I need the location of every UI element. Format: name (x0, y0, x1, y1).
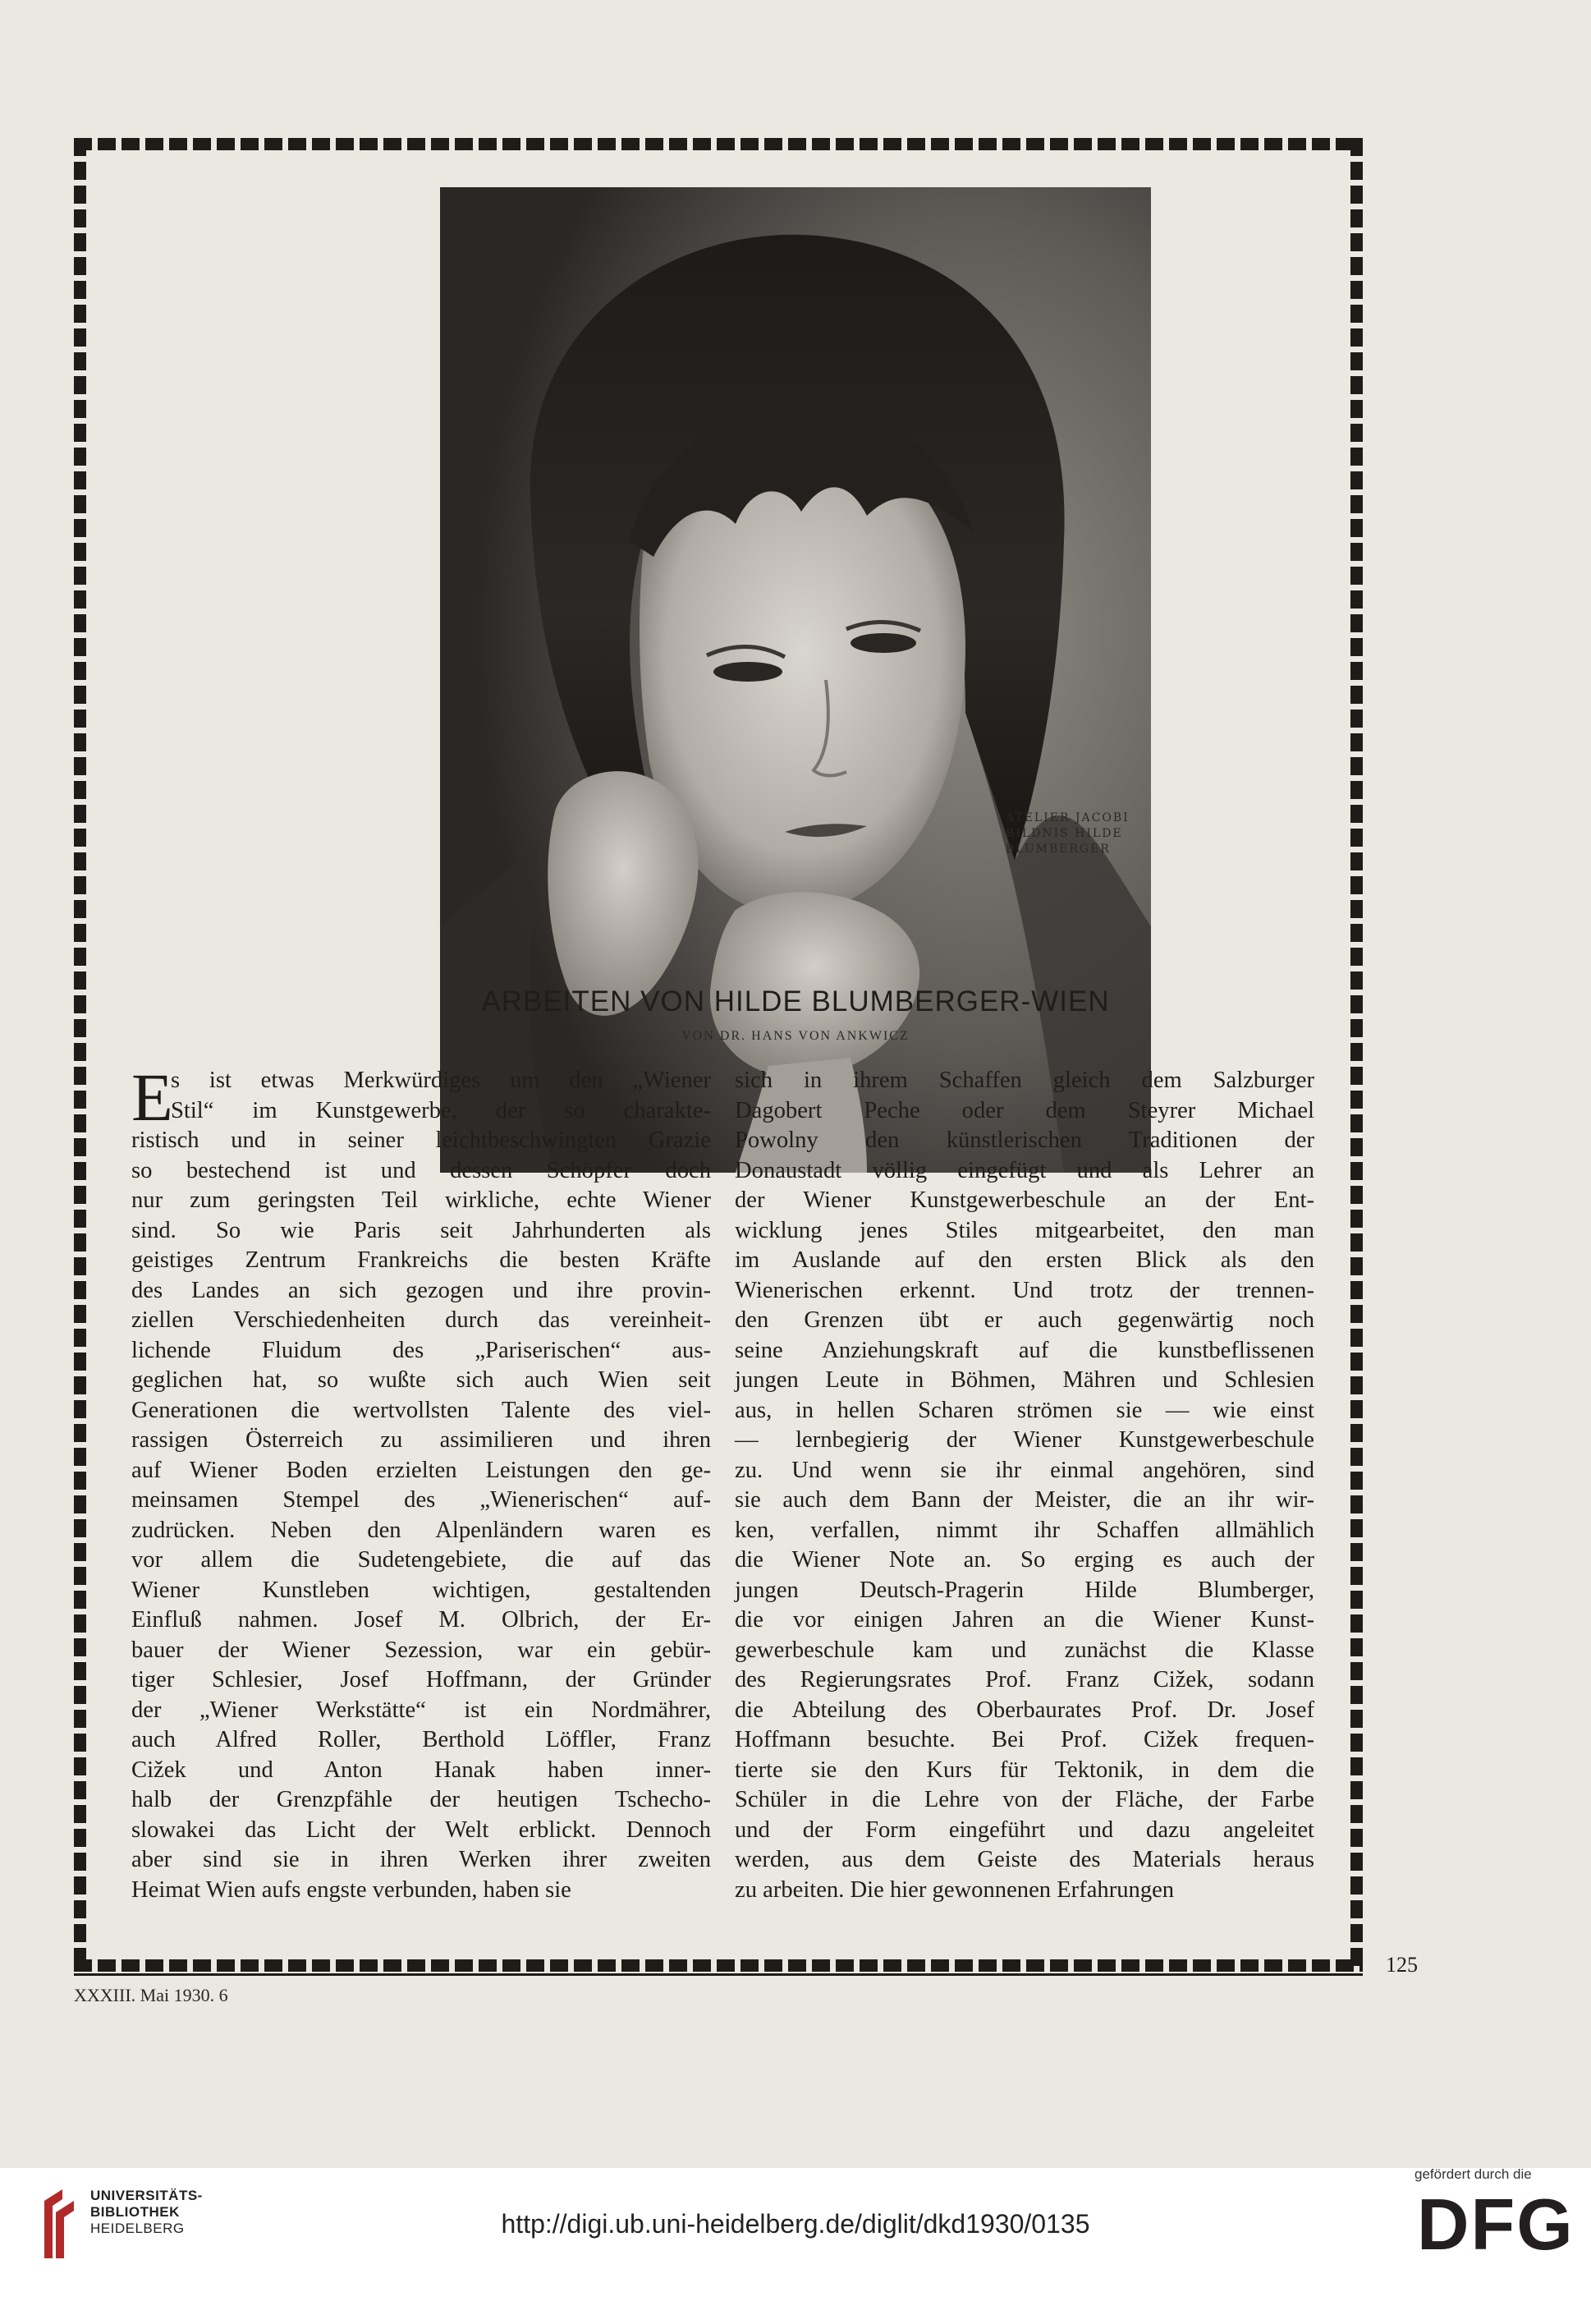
frame-bottom (74, 1959, 1363, 1972)
text-column-right (735, 1066, 1314, 1905)
text-line: nur zum geringsten Teil wirkliche, echte Wiener (131, 1187, 711, 1213)
text-line: und der Form eingeführt und dazu angeleitet (735, 1816, 1314, 1843)
frame-right (1350, 138, 1363, 1972)
text-line: meinsamen Stempel des „Wienerischen“ auf- (131, 1487, 711, 1513)
text-line: ziellen Verschiedenheiten durch das vereinheit- (131, 1307, 711, 1333)
text-line: Powolny den künstlerischen Traditionen der (735, 1128, 1314, 1153)
text-line: Cižek und Anton Hanak haben inner- (131, 1757, 711, 1783)
text-line: die Wiener Note an. So erging es auch der (735, 1547, 1314, 1573)
text-line: rassigen Österreich zu assimilieren und ihren (131, 1427, 711, 1453)
text-line: Stil“ im Kunstgewerbe, der so charakte- (171, 1097, 711, 1123)
text-line: ken, verfallen, nimmt ihr Schaffen allmählich (735, 1517, 1314, 1543)
library-line: UNIVERSITÄTS- (90, 2188, 203, 2203)
text-line: geglichen hat, so wußte sich auch Wien seit (131, 1367, 711, 1393)
text-line: so bestechend ist und dessen Schöpfer doch (131, 1157, 711, 1183)
text-line: tierte sie den Kurs für Tektonik, in dem die (735, 1757, 1314, 1783)
text-line: vor allem die Sudetengebiete, die auf das (131, 1547, 711, 1573)
frame-rule (74, 1973, 1363, 1976)
text-line: die Abteilung des Oberbaurates Prof. Dr. Josef (735, 1697, 1314, 1723)
page-number: 125 (1386, 1953, 1418, 1977)
text-line: des Regierungsrates Prof. Franz Cižek, sodann (735, 1667, 1314, 1692)
text-line: Donaustadt völlig eingefügt und als Lehrer an (735, 1157, 1314, 1183)
text-line: im Auslande auf den ersten Blick als den (735, 1247, 1314, 1273)
text-line: zu. Und wenn sie ihr einmal angehören, sind (735, 1457, 1314, 1483)
text-line: halb der Grenzpfähle der heutigen Tschecho- (131, 1787, 711, 1812)
text-line: Einfluß nahmen. Josef M. Olbrich, der Er- (131, 1607, 711, 1633)
text-line: Heimat Wien aufs engste verbunden, haben sie (131, 1876, 571, 1903)
text-line: sind. So wie Paris seit Jahrhunderten als (131, 1217, 711, 1243)
text-line: Generationen die wertvollsten Talente des viel- (131, 1397, 711, 1423)
text-line: zu arbeiten. Die hier gewonnenen Erfahrungen (735, 1876, 1175, 1903)
viewer-footer (0, 2168, 1591, 2324)
text-line: auch Alfred Roller, Berthold Löffler, Franz (131, 1727, 711, 1752)
text-line: slowakei das Licht der Welt erblickt. Dennoch (131, 1816, 711, 1843)
library-line: HEIDELBERG (90, 2221, 185, 2236)
text-line: werden, aus dem Geiste des Materials heraus (735, 1847, 1314, 1872)
text-line: aber sind sie in ihren Werken ihrer zweiten (131, 1847, 711, 1872)
text-line: jungen Leute in Böhmen, Mähren und Schlesien (735, 1367, 1314, 1393)
text-line: geistiges Zentrum Frankreichs die besten Kräfte (131, 1247, 711, 1273)
photo-caption (1006, 811, 1170, 857)
text-line: der „Wiener Werkstätte“ ist ein Nordmährer, (131, 1697, 711, 1723)
caption-line: BLUMBERGER (1006, 843, 1111, 856)
dfg-logo[interactable]: DFG (1417, 2184, 1575, 2265)
text-line: seine Anziehungskraft auf die kunstbeflissenen (735, 1337, 1314, 1363)
portrait-photo (440, 187, 1151, 1173)
document-url-link[interactable]: http://digi.ub.uni-heidelberg.de/diglit/dkd1930/0135 (501, 2209, 1090, 2239)
text-line: Wiener Kunstleben wichtigen, gestaltenden (131, 1577, 711, 1603)
text-line: den Grenzen übt er auch gegenwärtig noch (735, 1307, 1314, 1333)
drop-cap: E (131, 1059, 173, 1135)
frame-left (74, 138, 86, 1972)
frame-top (74, 138, 1363, 150)
text-line: — lernbegierig der Wiener Kunstgewerbeschule (735, 1427, 1314, 1453)
funded-by-label: gefördert durch die (1414, 2166, 1532, 2182)
text-line: aus, in hellen Scharen strömen sie — wie einst (735, 1397, 1314, 1423)
article-byline: VON DR. HANS VON ANKWICZ (681, 1029, 910, 1043)
library-line: BIBLIOTHEK (90, 2204, 180, 2220)
text-line: auf Wiener Boden erzielten Leistungen den ge- (131, 1457, 711, 1483)
text-line: zudrücken. Neben den Alpenländern waren es (131, 1517, 711, 1543)
article-title: ARBEITEN VON HILDE BLUMBERGER-WIEN (481, 985, 1110, 1017)
text-line: die vor einigen Jahren an die Wiener Kunst- (735, 1607, 1314, 1633)
text-line: der Wiener Kunstgewerbeschule an der Ent- (735, 1187, 1314, 1213)
issue-reference: XXXIII. Mai 1930. 6 (74, 1985, 228, 2005)
text-line: des Landes an sich gezogen und ihre provin- (131, 1277, 711, 1303)
text-line: gewerbeschule kam und zunächst die Klasse (735, 1637, 1314, 1663)
caption-line: ATELIER JACOBI (1006, 811, 1130, 824)
text-column-left (131, 1059, 711, 1905)
text-line: wicklung jenes Stiles mitgearbeitet, den man (735, 1217, 1314, 1243)
text-line: sie auch dem Bann der Meister, die an ihr wir- (735, 1487, 1314, 1513)
text-line: sich in ihrem Schaffen gleich dem Salzburger (735, 1068, 1314, 1093)
text-line: Schüler in die Lehre von der Fläche, der Farbe (735, 1787, 1314, 1812)
text-line: ristisch und in seiner leichtbeschwingten Grazie (131, 1128, 711, 1153)
text-line: Dagobert Peche oder dem Steyrer Michael (735, 1097, 1314, 1123)
text-line: s ist etwas Merkwürdiges um den „Wiener (171, 1068, 711, 1093)
text-line: tiger Schlesier, Josef Hoffmann, der Gründer (131, 1667, 711, 1692)
text-line: Wienerischen erkennt. Und trotz der trennen- (735, 1277, 1314, 1303)
text-line: Hoffmann besuchte. Bei Prof. Cižek frequen- (735, 1727, 1314, 1752)
text-line: lichende Fluidum des „Pariserischen“ aus- (131, 1337, 711, 1363)
caption-line: BILDNIS HILDE (1006, 827, 1123, 840)
text-line: jungen Deutsch-Pragerin Hilde Blumberger, (735, 1577, 1314, 1603)
text-line: bauer der Wiener Sezession, war ein gebür- (131, 1637, 711, 1663)
